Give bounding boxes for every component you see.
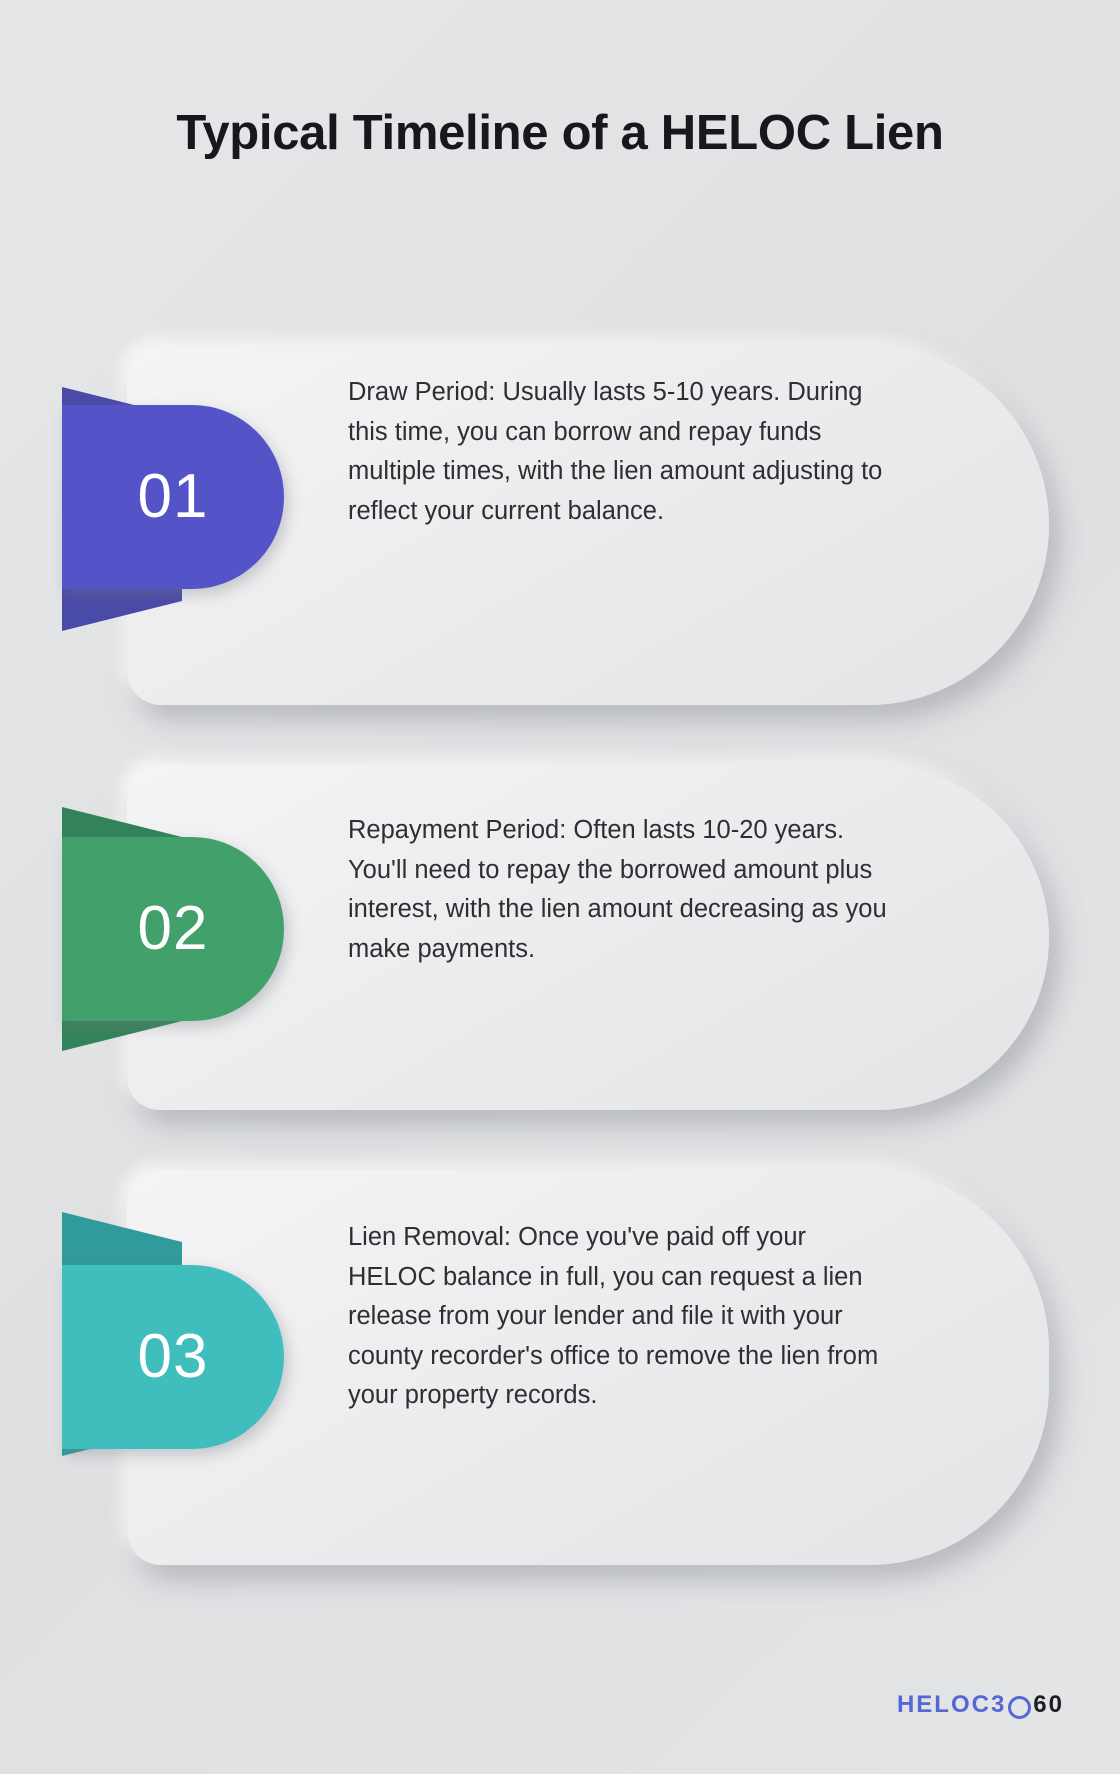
step-number: 01	[137, 462, 209, 531]
steps-list	[0, 345, 1120, 1625]
step-number-badge	[62, 837, 284, 1021]
logo-ring-icon	[1008, 1696, 1031, 1719]
brand-logo	[897, 1691, 1064, 1719]
step-number-badge	[62, 405, 284, 589]
list-item	[0, 765, 1120, 1110]
step-number: 02	[137, 894, 209, 963]
step-number-badge	[62, 1265, 284, 1449]
logo-sixty: 60	[1033, 1691, 1064, 1718]
page-title: Typical Timeline of a HELOC Lien	[176, 106, 944, 160]
list-item	[0, 1170, 1120, 1565]
logo-three: 3	[990, 1691, 1007, 1718]
step-description: Lien Removal: Once you've paid off your HELOC balance in full, you can request a lien release from your lender and file it with your county recorder's office to remove the lien from your property records.	[348, 1223, 879, 1410]
list-item	[0, 345, 1120, 705]
logo-word: HELOC	[896, 1691, 991, 1718]
step-description: Draw Period: Usually lasts 5-10 years. During this time, you can borrow and repay funds multiple times, with the lien amount adjusting to reflect your current balance.	[348, 378, 883, 525]
step-number: 03	[137, 1322, 209, 1391]
step-description: Repayment Period: Often lasts 10-20 years. You'll need to repay the borrowed amount plus interest, with the lien amount decreasing as you make payments.	[348, 816, 887, 963]
